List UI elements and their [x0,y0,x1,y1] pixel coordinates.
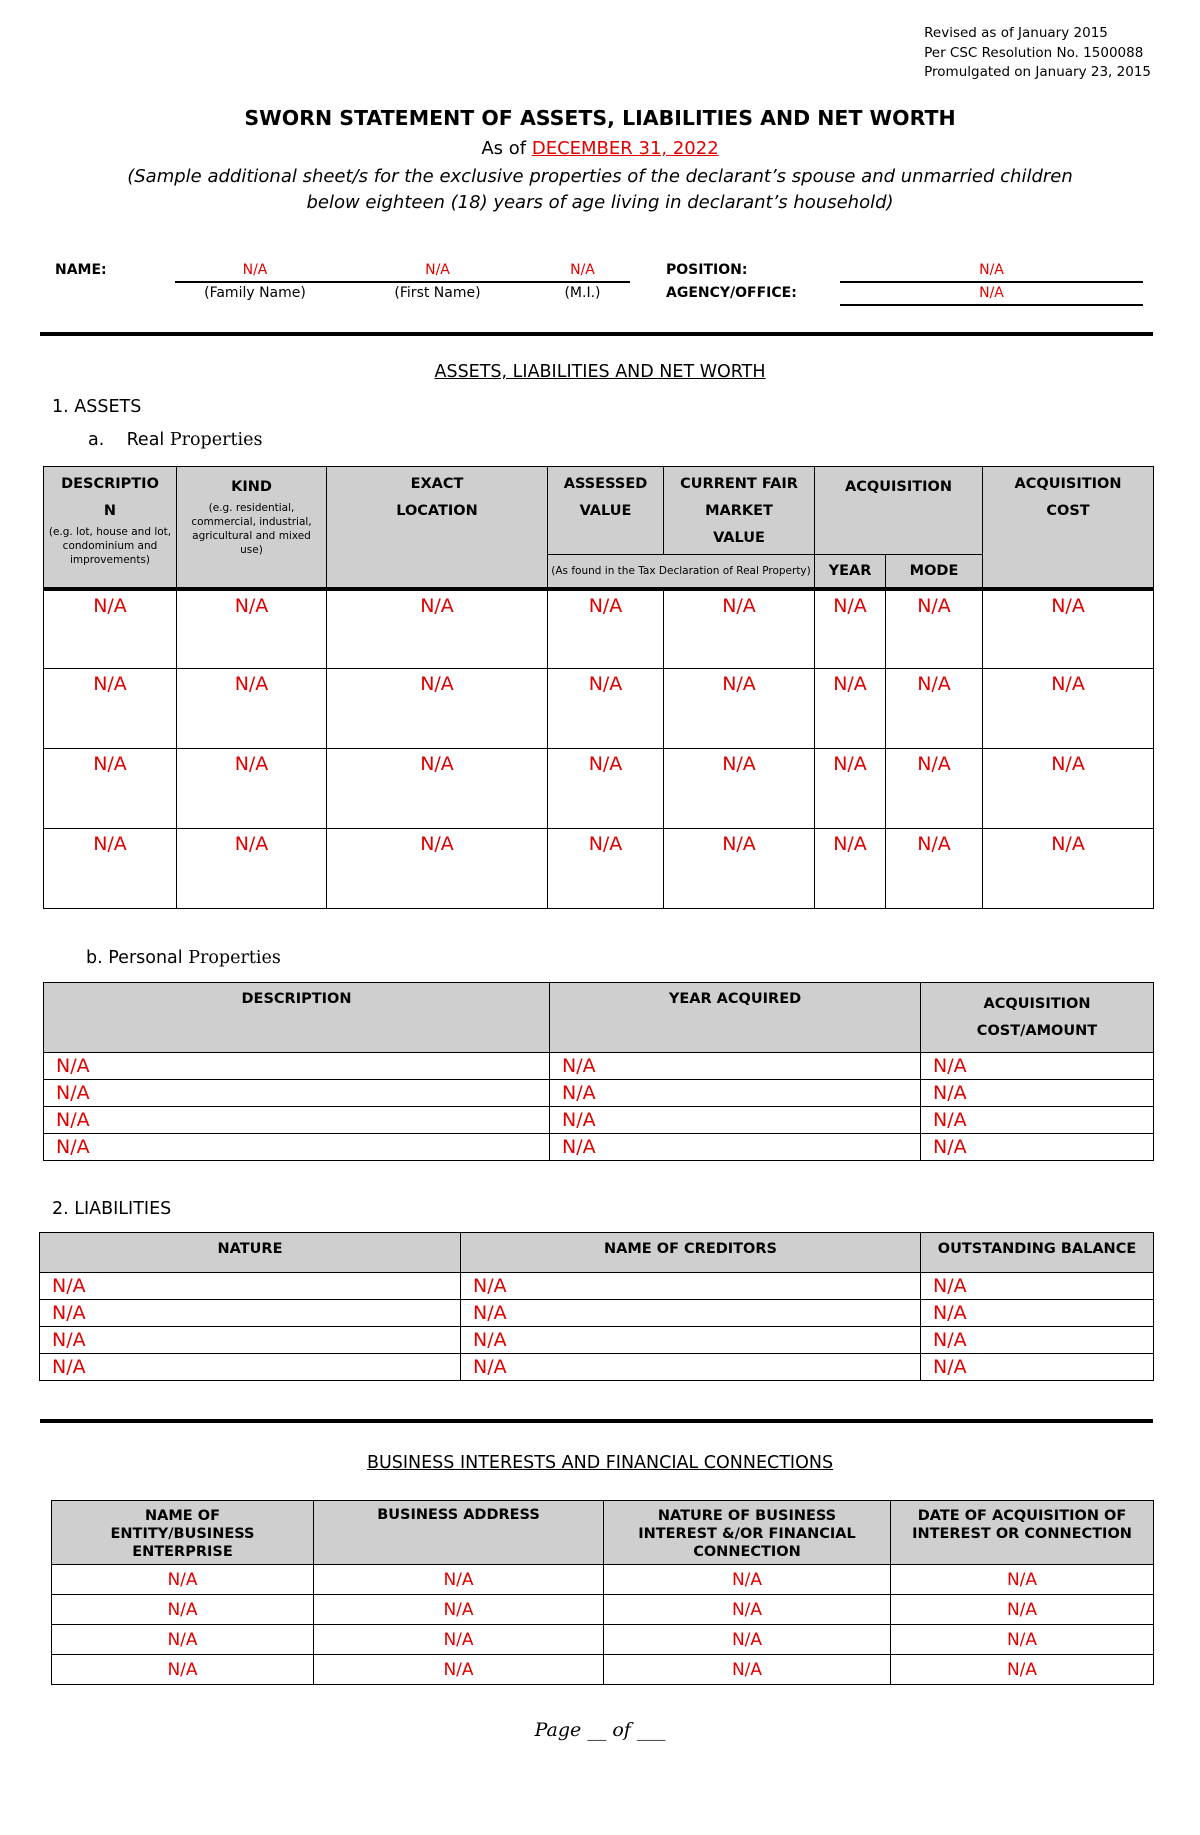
personal-property-row [44,1107,1154,1134]
real-prefix: a. [88,430,105,450]
header-assessed-1: ASSESSED [563,476,648,492]
business-row-cell: N/A [604,1595,891,1625]
liabilities-table [39,1232,1154,1381]
personal-property-row-cell: N/A [550,1107,921,1134]
real-property-row-cell: N/A [327,829,548,909]
liability-row-cell: N/A [461,1354,921,1381]
personal-property-row [44,1134,1154,1161]
subtitle-line-2: below eighteen (18) years of age living in declarant’s household) [306,192,894,213]
header-mode: MODE [886,555,983,589]
business-row-cell: N/A [314,1625,604,1655]
agency-underline [840,304,1143,306]
business-row-cell: N/A [604,1565,891,1595]
liability-row-cell: N/A [921,1300,1154,1327]
business-row-cell: N/A [314,1595,604,1625]
mi-value: N/A [570,262,595,278]
liability-row [40,1300,1154,1327]
personal-property-row-cell: N/A [44,1053,550,1080]
business-row-cell: N/A [891,1565,1154,1595]
revision-note [924,24,1151,83]
header-year: YEAR [815,555,886,589]
real-property-row-cell: N/A [327,749,548,829]
business-row-cell: N/A [604,1625,891,1655]
agency-label: AGENCY/OFFICE: [666,285,797,301]
real-property-row-cell: N/A [664,669,815,749]
real-property-row-cell: N/A [327,669,548,749]
personal-property-row-cell: N/A [44,1134,550,1161]
liability-row-cell: N/A [461,1327,921,1354]
header-tax-note [548,555,815,589]
real-property-row [44,829,1154,909]
real-properties-body [44,589,1154,909]
real-property-row-cell: N/A [177,669,327,749]
real-property-row-cell: N/A [886,829,983,909]
header-assessed-2: VALUE [579,503,632,519]
header-entity [52,1501,314,1565]
header-kind-label: KIND [231,479,272,495]
position-value: N/A [979,262,1004,278]
subtitle-line-1: (Sample additional sheet/s for the exclusive properties of the declarant’s spouse and unmarried children [127,166,1073,187]
personal-property-row-cell: N/A [550,1080,921,1107]
business-row-cell: N/A [52,1565,314,1595]
real-property-row-cell: N/A [664,749,815,829]
real-property-row-cell: N/A [815,669,886,749]
business-body [52,1565,1154,1685]
header-personal-year: YEAR ACQUIRED [550,983,921,1053]
header-acquisition: ACQUISITION [815,467,983,555]
real-property-row-cell: N/A [886,749,983,829]
personal-properties-label [86,948,281,968]
real-property-row-cell: N/A [177,589,327,669]
first-name-value: N/A [425,262,450,278]
header-entity-3: ENTERPRISE [132,1544,233,1560]
real-rest: Properties [169,430,263,450]
real-property-row-cell: N/A [44,749,177,829]
personal-property-row-cell: N/A [550,1134,921,1161]
as-of-line [0,138,1200,159]
liabilities-body [40,1273,1154,1381]
header-location-2: LOCATION [396,503,478,519]
assets-label: 1. ASSETS [52,397,142,417]
liability-row-cell: N/A [921,1273,1154,1300]
real-property-row-cell: N/A [886,669,983,749]
name-label: NAME: [55,262,107,278]
as-of-label: As of [481,138,527,159]
real-property-row-cell: N/A [983,749,1154,829]
real-property-row-cell: N/A [548,669,664,749]
business-row-cell: N/A [52,1625,314,1655]
liability-row-cell: N/A [40,1327,461,1354]
header-assessed [548,467,664,555]
real-property-row-cell: N/A [664,589,815,669]
section-divider [40,332,1153,336]
personal-property-row [44,1080,1154,1107]
liability-row [40,1354,1154,1381]
business-row-cell: N/A [314,1655,604,1685]
header-cost-2: COST [1046,503,1090,519]
business-row [52,1595,1154,1625]
real-bold: Real [126,430,165,450]
real-property-row-cell: N/A [44,829,177,909]
document-title: SWORN STATEMENT OF ASSETS, LIABILITIES AND NET WORTH [244,106,956,130]
real-property-row-cell: N/A [815,749,886,829]
real-property-row-cell: N/A [815,589,886,669]
header-cost [983,467,1154,589]
revision-line: Revised as of January 2015 [924,25,1108,41]
personal-prefix: b. [86,948,103,968]
business-row-cell: N/A [314,1565,604,1595]
header-cost-1: ACQUISITION [1014,476,1122,492]
business-row-cell: N/A [52,1595,314,1625]
real-property-row-cell: N/A [44,589,177,669]
alnw-heading: ASSETS, LIABILITIES AND NET WORTH [434,362,766,382]
mi-caption: (M.I.) [564,285,601,301]
revision-line: Promulgated on January 23, 2015 [924,64,1151,80]
business-row-cell: N/A [891,1625,1154,1655]
agency-value: N/A [979,285,1004,301]
document-subtitle [0,164,1200,216]
real-property-row-cell: N/A [983,589,1154,669]
header-personal-cost-1: ACQUISITION [983,996,1091,1012]
header-acq-date-2: INTEREST OR CONNECTION [912,1526,1132,1542]
header-kind [177,467,327,589]
liability-row [40,1327,1154,1354]
liability-row-cell: N/A [921,1327,1154,1354]
header-entity-1: NAME OF [145,1508,220,1524]
personal-property-row-cell: N/A [921,1080,1154,1107]
header-location-1: EXACT [410,476,464,492]
header-fair-2: MARKET [705,503,773,519]
liability-row-cell: N/A [461,1300,921,1327]
real-property-row-cell: N/A [177,829,327,909]
real-property-row-cell: N/A [548,749,664,829]
real-property-row-cell: N/A [44,669,177,749]
personal-property-row [44,1053,1154,1080]
header-personal-cost [921,983,1154,1053]
family-name-value: N/A [242,262,268,278]
personal-property-row-cell: N/A [921,1107,1154,1134]
header-kind-note: (e.g. residential, commercial, industrial, agricultural and mixed use) [191,502,312,556]
header-description-1: DESCRIPTIO [61,476,159,492]
personal-properties-body [44,1053,1154,1161]
business-row [52,1625,1154,1655]
page-number: Page __ of ___ [534,1719,666,1741]
header-fair-3: VALUE [713,530,765,546]
real-property-row [44,589,1154,669]
personal-property-row-cell: N/A [921,1053,1154,1080]
business-row [52,1565,1154,1595]
real-property-row-cell: N/A [815,829,886,909]
real-property-row-cell: N/A [327,589,548,669]
section-divider-2 [40,1419,1153,1423]
header-creditors: NAME OF CREDITORS [461,1233,921,1273]
header-description-2: N [103,503,117,519]
real-properties-label [88,430,262,450]
business-row-cell: N/A [891,1655,1154,1685]
business-row [52,1655,1154,1685]
liability-row-cell: N/A [40,1354,461,1381]
header-business-nature-1: NATURE OF BUSINESS [657,1508,837,1524]
position-label: POSITION: [666,262,748,278]
header-description-note: (e.g. lot, house and lot, condominium and improvements) [48,526,172,566]
header-balance: OUTSTANDING BALANCE [921,1233,1154,1273]
liability-row-cell: N/A [921,1354,1154,1381]
business-table [51,1500,1154,1685]
real-property-row-cell: N/A [548,829,664,909]
name-underline [175,281,630,283]
header-tax-note-text: (As found in the Tax Declaration of Real Property) [551,564,811,577]
header-address: BUSINESS ADDRESS [314,1501,604,1565]
personal-property-row-cell: N/A [44,1107,550,1134]
personal-property-row-cell: N/A [44,1080,550,1107]
family-name-caption: (Family Name) [204,285,306,301]
real-property-row-cell: N/A [548,589,664,669]
header-acq-date-1: DATE OF ACQUISITION OF [917,1508,1127,1524]
first-name-caption: (First Name) [394,285,481,301]
header-business-nature-3: CONNECTION [693,1544,801,1560]
personal-property-row-cell: N/A [921,1134,1154,1161]
business-row-cell: N/A [604,1655,891,1685]
personal-rest: Properties [188,948,281,968]
business-row-cell: N/A [891,1595,1154,1625]
liability-row-cell: N/A [40,1273,461,1300]
real-properties-table [43,466,1154,909]
header-description [44,467,177,589]
header-fair-1: CURRENT FAIR [680,476,798,492]
header-fair-value [664,467,815,555]
real-property-row-cell: N/A [886,589,983,669]
real-property-row [44,669,1154,749]
header-nature: NATURE [40,1233,461,1273]
business-row-cell: N/A [52,1655,314,1685]
real-property-row-cell: N/A [983,669,1154,749]
real-property-row-cell: N/A [664,829,815,909]
liability-row [40,1273,1154,1300]
business-heading: BUSINESS INTERESTS AND FINANCIAL CONNECTIONS [366,1453,834,1473]
liabilities-label: 2. LIABILITIES [52,1199,172,1219]
header-entity-2: ENTITY/BUSINESS [110,1526,255,1542]
personal-bold: Personal [108,948,183,968]
real-property-row [44,749,1154,829]
position-underline [840,281,1143,283]
header-personal-cost-2: COST/AMOUNT [976,1023,1098,1039]
header-acq-date [891,1501,1154,1565]
revision-line: Per CSC Resolution No. 1500088 [924,44,1144,61]
header-personal-description: DESCRIPTION [44,983,550,1053]
liability-row-cell: N/A [40,1300,461,1327]
header-business-nature-2: INTEREST &/OR FINANCIAL [638,1526,856,1542]
real-property-row-cell: N/A [983,829,1154,909]
as-of-date: DECEMBER 31, 2022 [531,138,719,159]
header-location [327,467,548,589]
liability-row-cell: N/A [461,1273,921,1300]
real-property-row-cell: N/A [177,749,327,829]
header-business-nature [604,1501,891,1565]
personal-property-row-cell: N/A [550,1053,921,1080]
personal-properties-table [43,982,1154,1161]
